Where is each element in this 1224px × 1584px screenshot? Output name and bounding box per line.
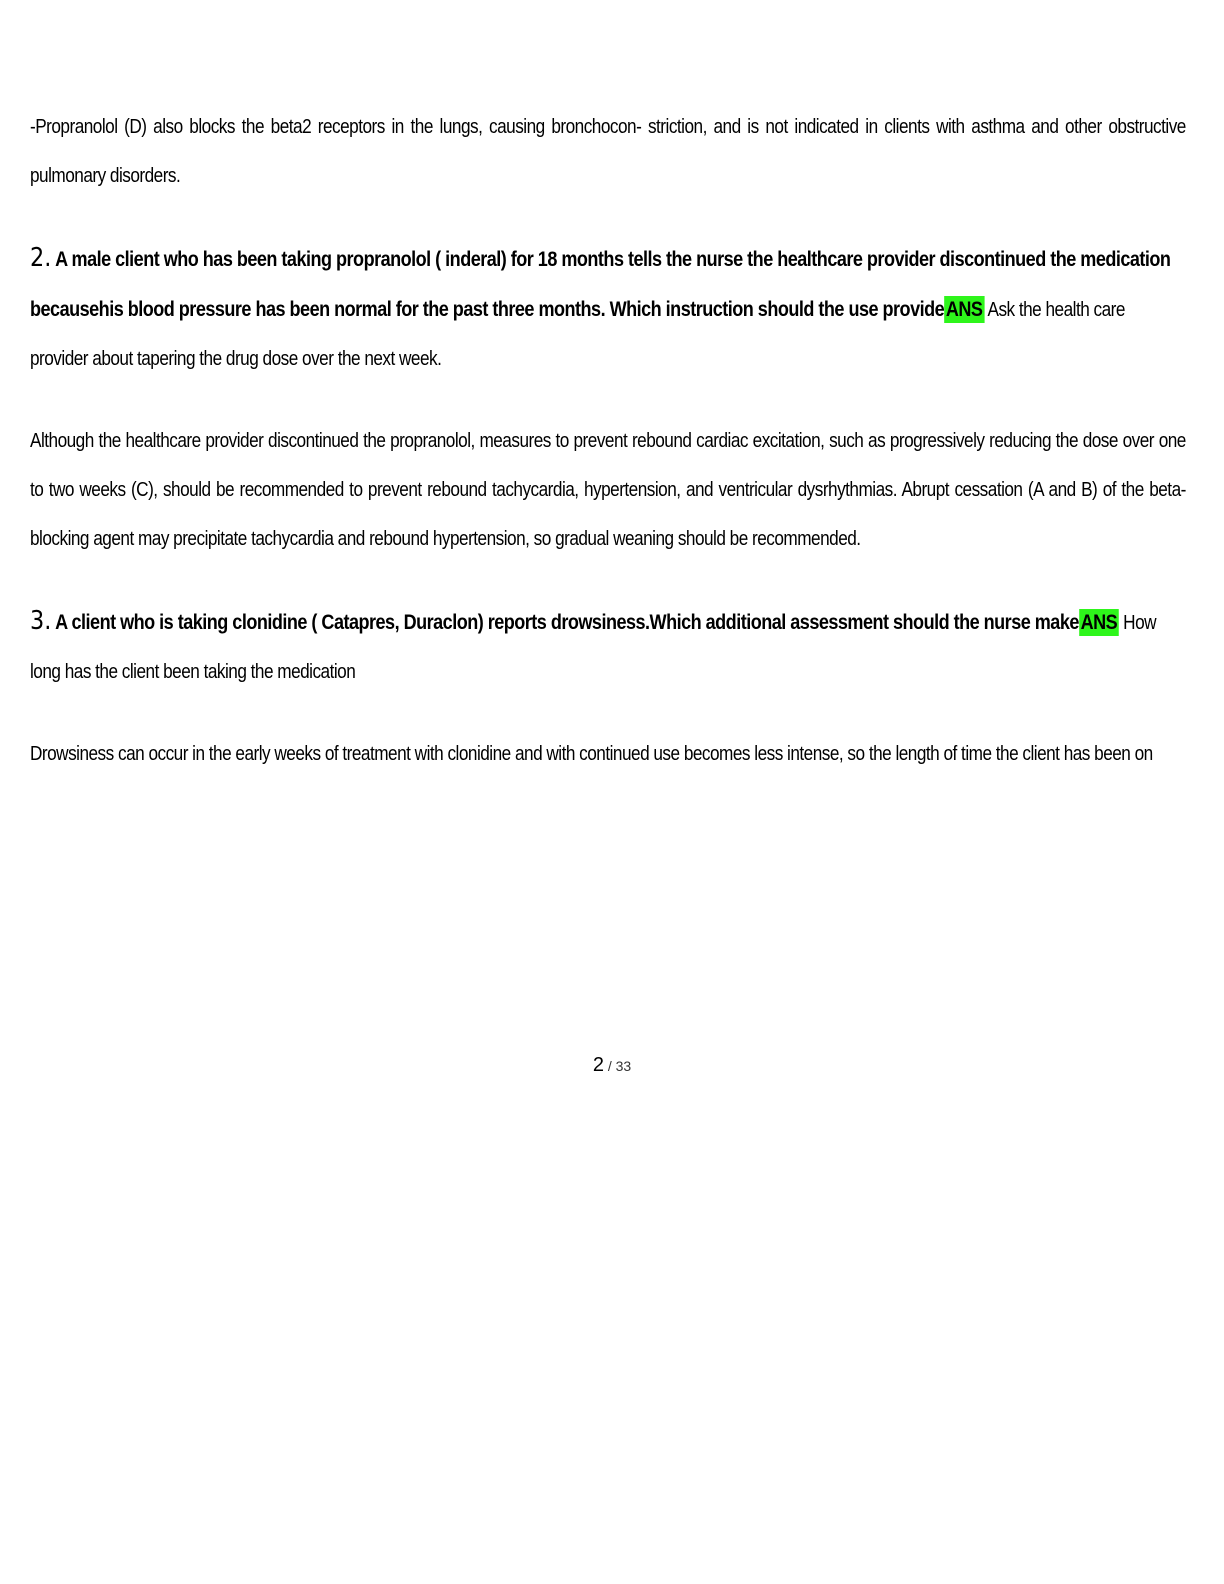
question-text: A client who is taking clonidine ( Catapres, Duraclon) reports drowsiness.Which additional assessment should the nurse make xyxy=(51,611,1079,634)
answer-text: Ask the health care provider about tapering the drug dose over the next week. xyxy=(30,299,1125,370)
question-2 xyxy=(30,234,1186,384)
ans-badge: ANS xyxy=(1080,611,1118,634)
explanation-2: Although the healthcare provider discontinued the propranolol, measures to prevent rebound cardiac excitation, such as progressively reducing the dose over one to two weeks (C), should be recommended to prevent rebound tachycardia, hypertension, and ventricular dysrhythmias. Abrupt cessation (A and B) of the beta-blocking agent may precipitate tachycardia and rebound hypertension, so gradual weaning should be recommended. xyxy=(30,430,1186,550)
page-total: / 33 xyxy=(603,1058,632,1074)
document-content xyxy=(30,103,1186,779)
explanation-3: Drowsiness can occur in the early weeks of treatment with clonidine and with continued use becomes less intense, so the length of time the client has been on xyxy=(30,743,1153,765)
question-number: 3. xyxy=(30,606,52,636)
page-number: 2 xyxy=(592,1054,604,1076)
question-number: 2. xyxy=(30,243,52,273)
question-3 xyxy=(30,597,1186,697)
page-footer xyxy=(0,1054,1224,1077)
question-text: A male client who has been taking propranolol ( inderal) for 18 months tells the nurse the healthcare provider discontinued the medication becausehis blood pressure has been normal for the past three months. Which instruction should the use provide xyxy=(30,248,1171,321)
answer-text: How long has the client been taking the medication xyxy=(30,612,1157,683)
ans-badge: ANS xyxy=(945,298,983,321)
intro-paragraph: -Propranolol (D) also blocks the beta2 receptors in the lungs, causing bronchocon- striction, and is not indicated in clients with asthma and other obstructive pulmonary disorders. xyxy=(30,116,1186,187)
